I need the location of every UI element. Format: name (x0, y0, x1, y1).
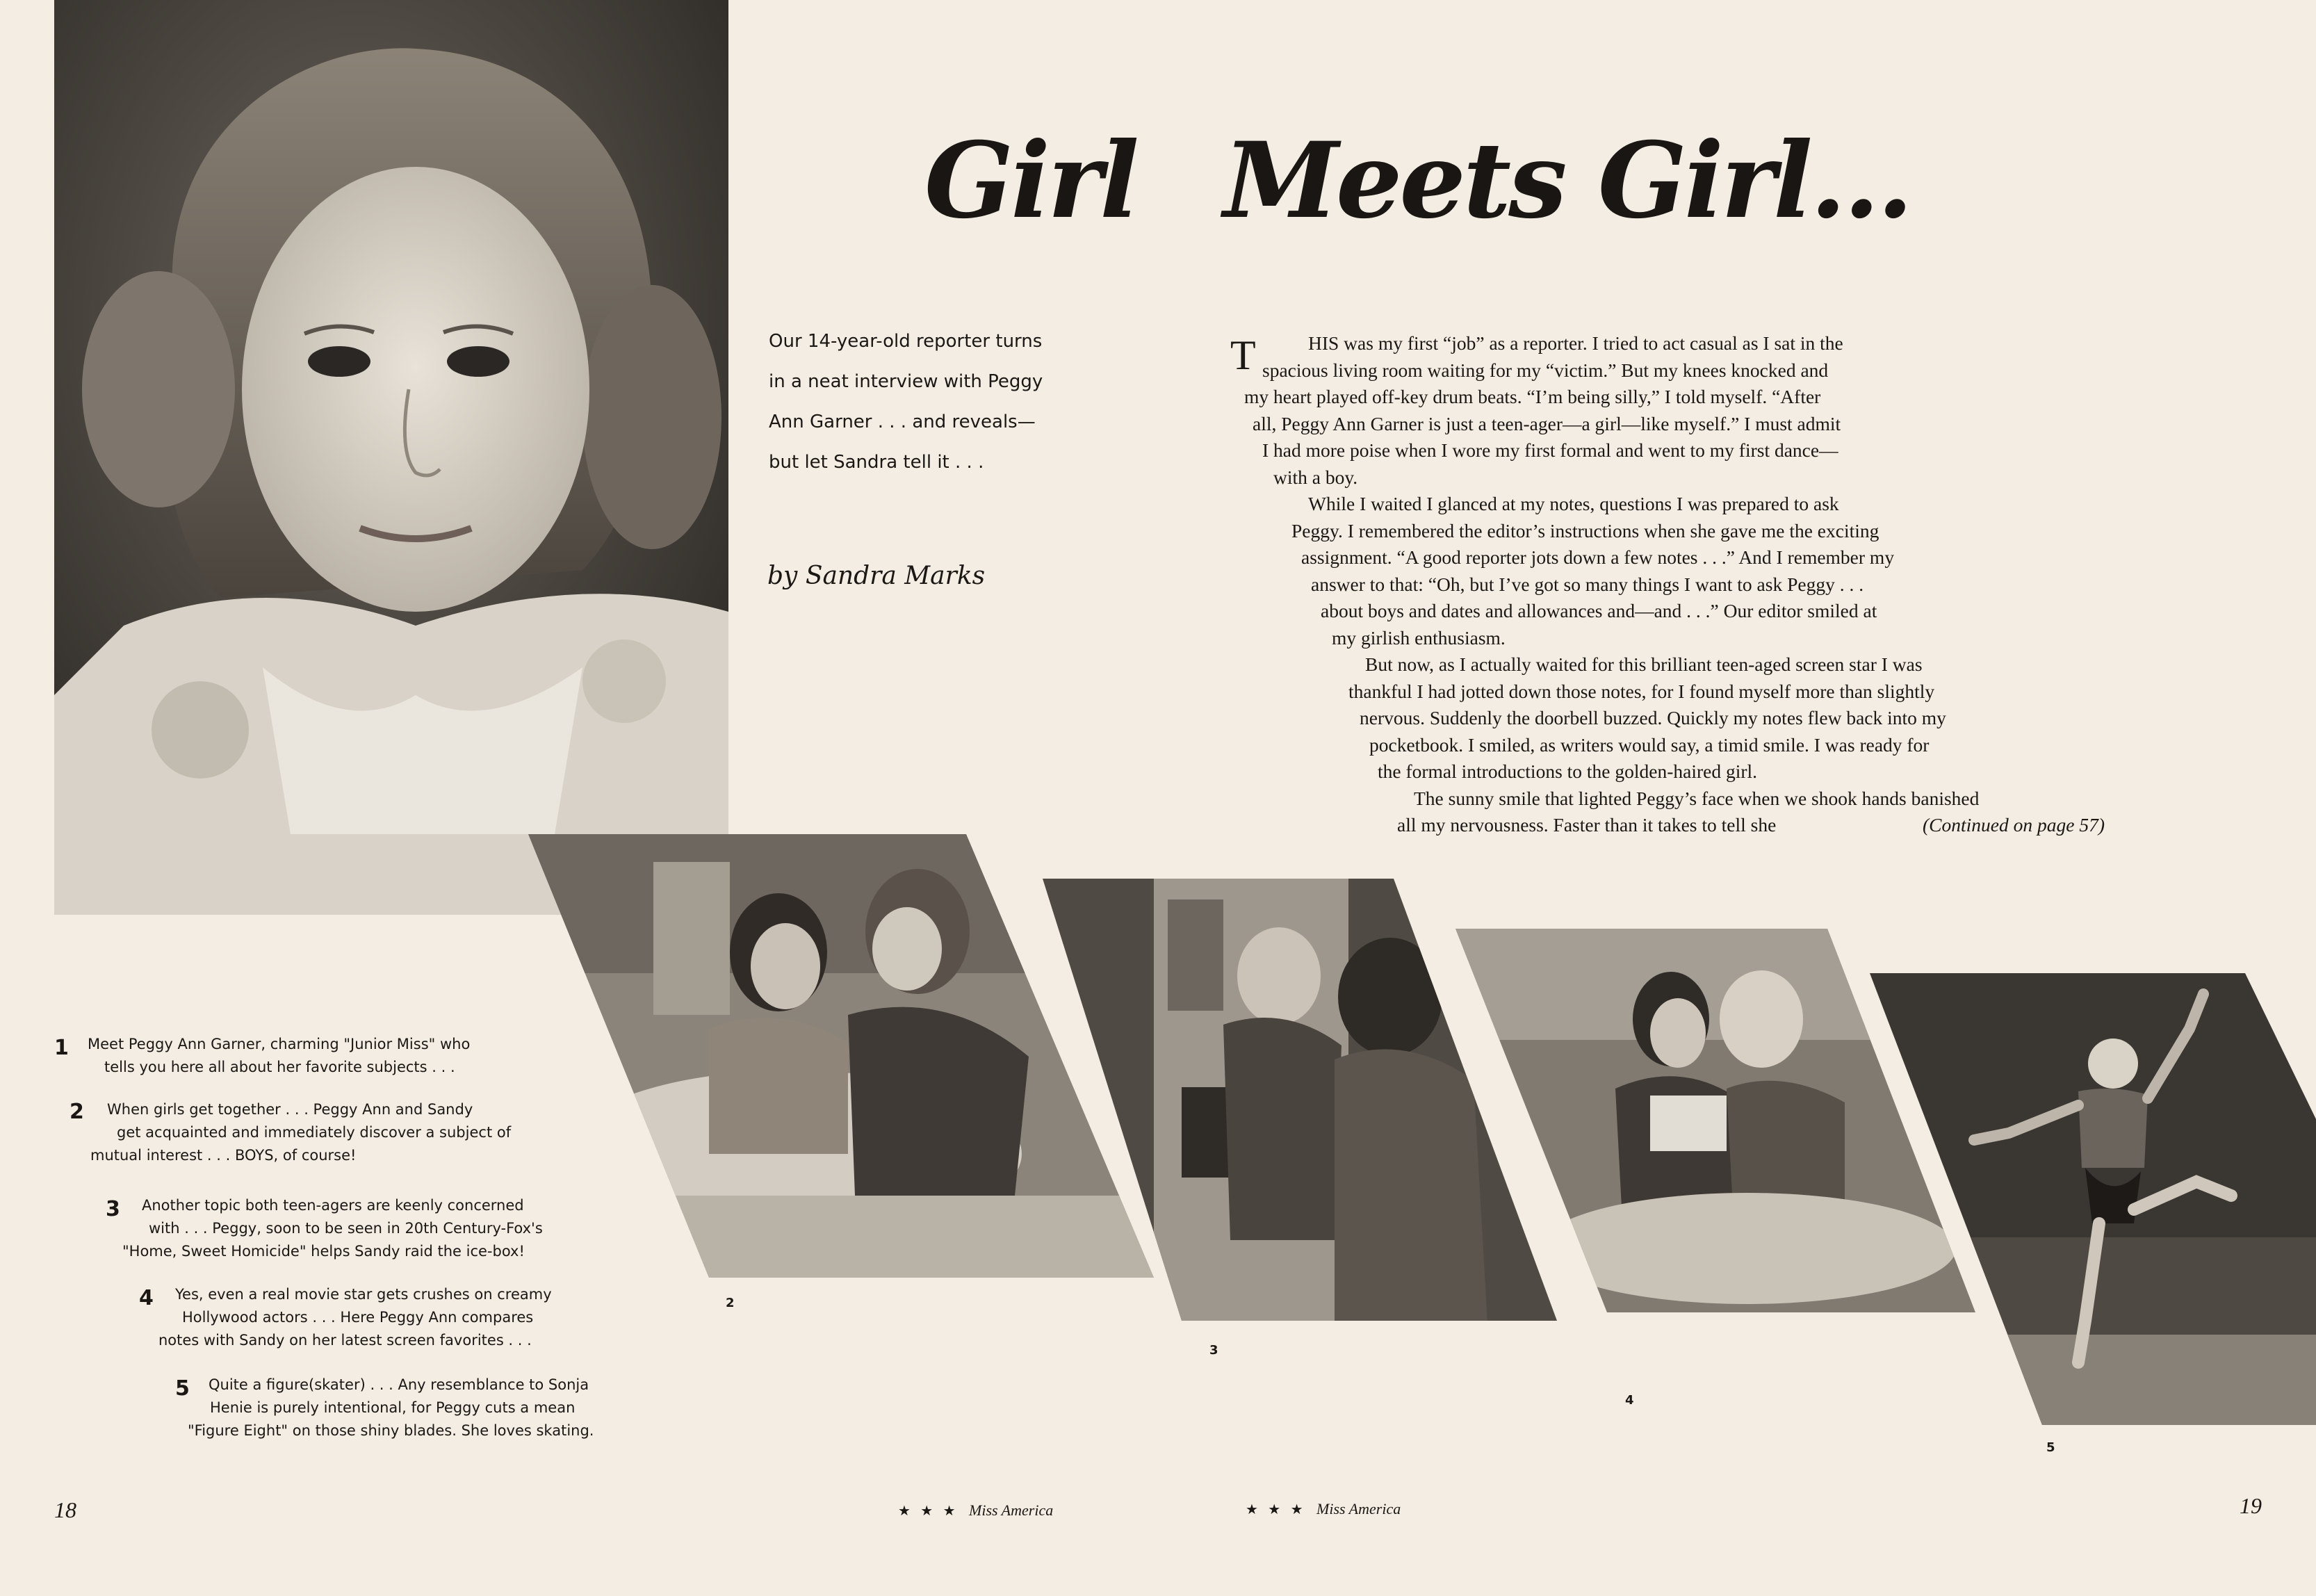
article-line: answer to that: “Oh, but I’ve got so many things I want to ask Peggy . . . (1311, 573, 1864, 595)
article-line: The sunny smile that lighted Peggy’s face when we shook hands banished (1414, 787, 1980, 809)
article-line: all my nervousness. Faster than it takes to tell she (1397, 814, 1777, 836)
footer-left (898, 1501, 1053, 1520)
article-line: nervous. Suddenly the doorbell buzzed. Quickly my notes flew back into my (1360, 707, 1946, 728)
title-word-2: Meets Girl... (1223, 120, 1911, 242)
portrait-photo (54, 0, 728, 915)
caption-line: get acquainted and immediately discover a subject of (117, 1124, 512, 1141)
caption-line: Another topic both teen-agers are keenly concerned (142, 1197, 524, 1214)
caption-line: When girls get together . . . Peggy Ann and Sandy (107, 1101, 473, 1118)
article-line: Peggy. I remembered the editor’s instructions when she gave me the exciting (1291, 519, 1879, 542)
stars-icon: ★ ★ ★ (1246, 1501, 1306, 1517)
caption-line: mutual interest . . . BOYS, of course! (90, 1147, 357, 1164)
caption-line: tells you here all about her favorite subjects . . . (104, 1059, 455, 1075)
article-line: I had more poise when I wore my first formal and went to my first dance— (1262, 439, 1838, 461)
photo-label: 2 (726, 1296, 735, 1310)
article-line: assignment. “A good reporter jots down a few notes . . .” And I remember my (1301, 546, 1895, 568)
caption-line: with . . . Peggy, soon to be seen in 20th Century-Fox's (149, 1220, 543, 1237)
intro-blurb (769, 321, 1095, 482)
article-line: HIS was my first “job” as a reporter. I tried to act casual as I sat in the (1308, 332, 1843, 354)
article-line: all, Peggy Ann Garner is just a teen-ager—a girl—like myself.” I must admit (1253, 412, 1841, 434)
footer-right (1246, 1500, 1401, 1518)
caption-number: 5 (175, 1376, 190, 1401)
photo-label: 4 (1625, 1393, 1634, 1408)
caption-number: 2 (70, 1100, 84, 1124)
caption-line: Meet Peggy Ann Garner, charming "Junior Miss" who (88, 1036, 471, 1052)
intro-line: in a neat interview with Peggy (769, 371, 1043, 392)
caption-line: Henie is purely intentional, for Peggy cuts a mean (210, 1399, 576, 1416)
caption-line: "Home, Sweet Homicide" helps Sandy raid the ice-box! (122, 1243, 525, 1260)
intro-line: Ann Garner . . . and reveals— (769, 412, 1036, 432)
article-line: with a boy. (1273, 466, 1358, 488)
caption-line: notes with Sandy on her latest screen favorites . . . (158, 1332, 532, 1349)
caption-number: 1 (54, 1036, 69, 1060)
page-number-right: 19 (2240, 1493, 2262, 1518)
caption-line: Yes, even a real movie star gets crushes on creamy (175, 1286, 552, 1303)
drop-cap: T (1230, 332, 1256, 378)
photo-5-skating (1870, 973, 2316, 1425)
article-line: thankful I had jotted down those notes, for I found myself more than slightly (1348, 680, 1935, 702)
page-number-left: 18 (54, 1497, 76, 1522)
photo-label: 3 (1209, 1343, 1218, 1358)
article-line: about boys and dates and allowances and—and . . .” Our editor smiled at (1321, 600, 1877, 621)
article-line: my heart played off-key drum beats. “I’m being silly,” I told myself. “After (1244, 386, 1821, 407)
caption-number: 3 (106, 1197, 120, 1221)
caption-line: Hollywood actors . . . Here Peggy Ann compares (182, 1309, 534, 1326)
intro-line: but let Sandra tell it . . . (769, 452, 984, 473)
article-line: pocketbook. I smiled, as writers would say, a timid smile. I was ready for (1369, 733, 1930, 756)
article-line: the formal introductions to the golden-haired girl. (1378, 760, 1758, 782)
photo-label: 5 (2046, 1440, 2055, 1455)
continued-note: (Continued on page 57) (1923, 814, 2105, 836)
magazine-name: Miss America (969, 1501, 1054, 1519)
article-line: spacious living room waiting for my “victim.” But my knees knocked and (1262, 359, 1829, 381)
article-line: But now, as I actually waited for this brilliant teen-aged screen star I was (1365, 653, 1923, 675)
caption-line: "Figure Eight" on those shiny blades. She loves skating. (188, 1422, 594, 1439)
caption-number: 4 (139, 1286, 154, 1310)
magazine-name: Miss America (1316, 1500, 1401, 1517)
article-line: my girlish enthusiasm. (1332, 626, 1506, 649)
caption-line: Quite a figure(skater) . . . Any resemblance to Sonja (209, 1376, 589, 1393)
byline: by Sandra Marks (767, 562, 986, 590)
stars-icon: ★ ★ ★ (898, 1502, 959, 1519)
intro-line: Our 14-year-old reporter turns (769, 331, 1043, 352)
article-line: While I waited I glanced at my notes, questions I was prepared to ask (1308, 493, 1839, 514)
title-word-1: Girl (924, 120, 1137, 242)
